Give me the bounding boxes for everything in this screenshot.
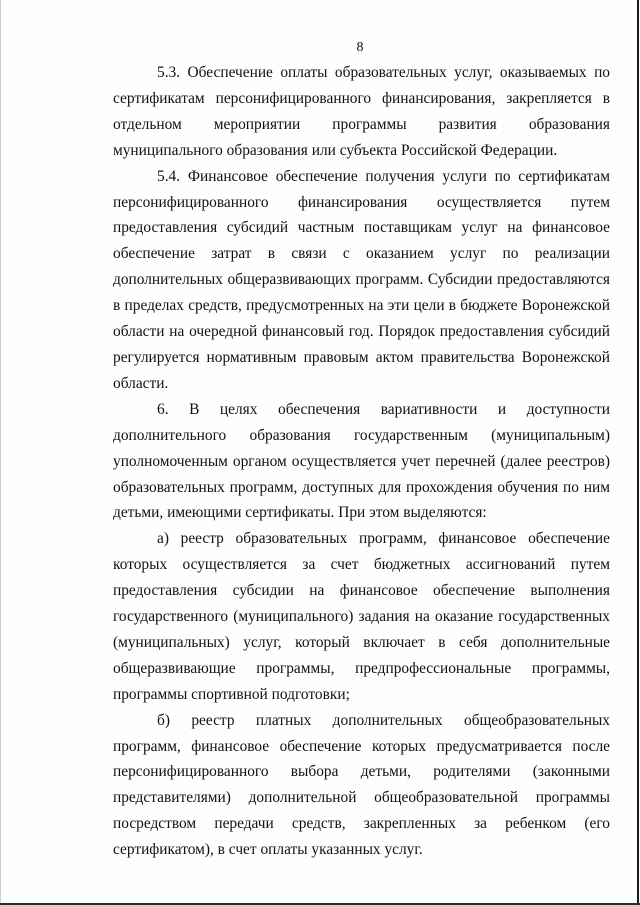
paragraph-5-4: 5.4. Финансовое обеспечение получения услуги по сертификатам персонифицированного финансирования осуществляется путем предоставления субсидий частным поставщикам услуг на финансовое обеспечение затрат в связи с оказанием услуг по реализации дополнительных общеразвивающих программ. Субсидии предоставляются в пределах средств, предусмотренных на эти цели в бюджете Воронежской области на очередной финансовый год. Порядок предоставления субсидий регулируется нормативным правовым актом правительства Воронежской области. <box>113 167 610 392</box>
page-number: 8 <box>356 40 364 55</box>
scan-edge-right <box>637 0 639 905</box>
scan-edge-left <box>0 0 1 905</box>
paragraph-5-3: 5.3. Обеспечение оплаты образовательных услуг, оказываемых по сертификатам персонифицированного финансирования, закрепляется в отдельном мероприятии программы развития образования муниципального образования или субъекта Российской Федерации. <box>113 64 610 159</box>
paragraph-6-a: а) реестр образовательных программ, финансовое обеспечение которых осуществляется за счет бюджетных ассигнований путем предоставления субсидии на финансовое обеспечение выполнения государственного (муниципального) задания на оказание государственных (муниципальных) услуг, который включает в себя дополнительные общеразвивающие программы, предпрофессиональные программы, программы спортивной подготовки; <box>113 530 610 703</box>
paragraph-6: 6. В целях обеспечения вариативности и доступности дополнительного образования государственным (муниципальным) уполномоченным органом осуществляется учет перечней (далее реестров) образовательных программ, доступных для прохождения обучения по ним детьми, имеющими сертификаты. При этом выделяются: <box>113 400 610 522</box>
document-body <box>113 60 610 863</box>
paragraph-6-b: б) реестр платных дополнительных общеобразовательных программ, финансовое обеспечение которых предусматривается после персонифицированного выбора детьми, родителями (законными представителями) дополнительной общеобразовательной программы посредством передачи средств, закрепленных за ребенком (его сертификатом), в счет оплаты указанных услуг. <box>113 711 610 859</box>
